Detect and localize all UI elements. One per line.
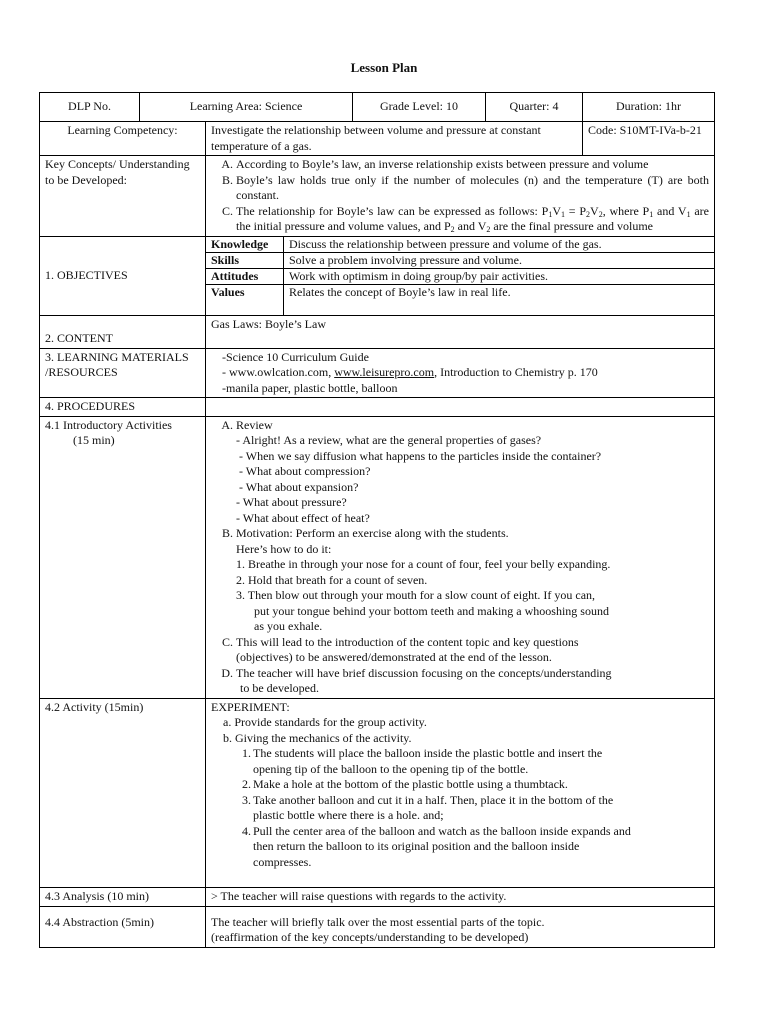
key-concept-text: Boyle’s law holds true only if the number of molecules (n) and the temperature (T) are both constant. bbox=[236, 172, 709, 202]
intro-item-c: C. This will lead to the introduction of the content topic and key questions (objectives) to be answered/demonstrated at the end of the lesson. bbox=[221, 634, 579, 664]
objectives-cell bbox=[206, 236, 715, 315]
key-concept-text: According to Boyle’s law, an inverse relationship exists between pressure and volume bbox=[236, 157, 649, 171]
materials-label: 3. LEARNING MATERIALS /RESOURCES bbox=[40, 348, 206, 398]
resource-link[interactable]: www.leisurepro.com bbox=[334, 365, 435, 379]
grade-level: Grade Level: 10 bbox=[353, 93, 486, 122]
dlp-no: DLP No. bbox=[40, 93, 140, 122]
experiment-heading: EXPERIMENT: bbox=[211, 699, 290, 714]
abstraction-row bbox=[40, 906, 715, 947]
intro-item-d: D. The teacher will have brief discussion focusing on the concepts/understanding to be developed. bbox=[221, 665, 612, 695]
motivation-steps: Here’s how to do it: 1. Breathe in through your nose for a count of four, feel your belly expanding. 2. Hold that breath for a count of seven. 3. Then blow out through your mouth for a slow count of eight. If you can, put your tongue behind your bottom teeth and making a whooshing sound as you exhale. bbox=[236, 541, 611, 633]
experiment-step: 4. Pull the center area of the balloon and watch as the balloon inside expands and then return the balloon to its original position and the balloon inside compresses. bbox=[242, 823, 631, 869]
competency-label: Learning Competency: bbox=[40, 122, 206, 156]
objectives-label: 1. OBJECTIVES bbox=[40, 236, 206, 315]
content-label: 2. CONTENT bbox=[40, 315, 206, 348]
material-supplies: -manila paper, plastic bottle, balloon bbox=[222, 380, 398, 395]
material-guide: -Science 10 Curriculum Guide bbox=[222, 349, 369, 364]
objective-skills: Skills Solve a problem involving pressure and volume. bbox=[206, 252, 714, 268]
intro-row bbox=[40, 416, 715, 698]
procedures-label: 4. PROCEDURES bbox=[40, 398, 206, 417]
duration: Duration: 1hr bbox=[583, 93, 715, 122]
activity-label: 4.2 Activity (15min) bbox=[40, 698, 206, 888]
experiment-steps bbox=[211, 746, 709, 870]
lesson-plan-table bbox=[39, 92, 715, 948]
intro-label: 4.1 Introductory Activities bbox=[45, 417, 172, 432]
procedures-blank bbox=[206, 398, 715, 417]
objectives-table bbox=[206, 237, 714, 315]
intro-content bbox=[206, 416, 715, 698]
materials-list bbox=[206, 348, 715, 398]
material-websites: - www.owlcation.com, www.leisurepro.com, Introduction to Chemistry p. 170 bbox=[222, 365, 598, 379]
activity-row bbox=[40, 698, 715, 888]
key-concept-c: C. The relationship for Boyle’s law can be expressed as follows: $P_1V_1 = P_2V_2$, where $P_1$ and $V_1$ are the initial pressure and volume values, and $P_2$ and $V_2$ are the final pressure and volume bbox=[221, 203, 709, 234]
key-concept-b: B. Boyle’s law holds true only if the number of molecules (n) and the temperature (T) are both constant. bbox=[221, 172, 709, 202]
abstraction-content: The teacher will briefly talk over the most essential parts of the topic. (reaffirmation of the key concepts/understanding to be developed) bbox=[206, 906, 715, 947]
materials-row bbox=[40, 348, 715, 398]
competency-code: Code: S10MT-IVa-b-21 bbox=[583, 122, 715, 156]
experiment-step: 3. Take another balloon and cut it in a half. Then, place it in the bottom of the plastic bottle where there is a hole. and; bbox=[242, 792, 614, 822]
analysis-row bbox=[40, 888, 715, 907]
objectives-row bbox=[40, 236, 715, 315]
motivation-item: B. Motivation: Perform an exercise along with the students. bbox=[221, 526, 509, 540]
competency-text: Investigate the relationship between volume and pressure at constant temperature of a gas. bbox=[206, 122, 583, 156]
key-concept-a: A. According to Boyle’s law, an inverse relationship exists between pressure and volume bbox=[221, 157, 649, 171]
review-item: A. Review bbox=[221, 417, 273, 432]
review-questions: - Alright! As a review, what are the general properties of gases? - When we say diffusion what happens to the particles inside the container? - What about compression? - What about expansion? - What about pressure? - What about effect of heat? bbox=[236, 433, 602, 525]
experiment-step: 2. Make a hole at the bottom of the plastic bottle using a thumbtack. bbox=[242, 777, 568, 791]
objective-values: Values Relates the concept of Boyle’s law in real life. bbox=[206, 284, 714, 315]
quarter: Quarter: 4 bbox=[486, 93, 583, 122]
key-concept-text: The relationship for Boyle’s law can be expressed as follows: $P_1V_1 = P_2V_2$, where $P_1$ and $V_1$ are the initial pressure and volume values, and $P_2$ and $V_2$ are the final pressure and volume bbox=[236, 203, 709, 234]
document-title: Lesson Plan bbox=[350, 60, 418, 75]
analysis-text: > The teacher will raise questions with regards to the activity. bbox=[206, 888, 715, 907]
procedures-row bbox=[40, 398, 715, 417]
spacer bbox=[211, 870, 709, 886]
analysis-label: 4.3 Analysis (10 min) bbox=[40, 888, 206, 907]
abstraction-label: 4.4 Abstraction (5min) bbox=[40, 906, 206, 947]
key-concepts-label: Key Concepts/ Understanding to be Developed: bbox=[40, 156, 206, 237]
objective-knowledge: Knowledge Discuss the relationship between pressure and volume of the gas. bbox=[206, 237, 714, 253]
key-concepts-row bbox=[40, 156, 715, 237]
activity-content: EXPERIMENT: a. Provide standards for the group activity. b. Giving the mechanics of the activity. 1. The students will place the balloon inside the plastic bottle and insert the opening tip of the balloon to the opening tip of the bottle. 2. Make a hole at the bottom of the plastic bottle using a thumbtack. 3. Take another balloon and cut it in a half. Then, place it in the bottom of the plastic bottle where there is a hole. and; 4. Pull the center area of the balloon and watch as the balloon inside expands and then return the balloon to its original position and the balloon inside compresses. bbox=[206, 698, 715, 888]
motivation-title: Motivation: Perform an exercise along with the students. bbox=[236, 526, 509, 540]
intro-time: (15 min) bbox=[73, 433, 115, 447]
objective-attitudes: Attitudes Work with optimism in doing group/by pair activities. bbox=[206, 268, 714, 284]
competency-row bbox=[40, 122, 715, 156]
content-text: Gas Laws: Boyle’s Law bbox=[206, 315, 715, 348]
key-concepts-list bbox=[206, 156, 715, 237]
intro-label-cell bbox=[40, 416, 206, 698]
content-row bbox=[40, 315, 715, 348]
learning-area: Learning Area: Science bbox=[140, 93, 353, 122]
header-row bbox=[40, 93, 715, 122]
review-title: Review bbox=[236, 417, 273, 432]
experiment-step: 1. The students will place the balloon inside the plastic bottle and insert the opening tip of the balloon to the opening tip of the bottle. bbox=[242, 746, 603, 776]
